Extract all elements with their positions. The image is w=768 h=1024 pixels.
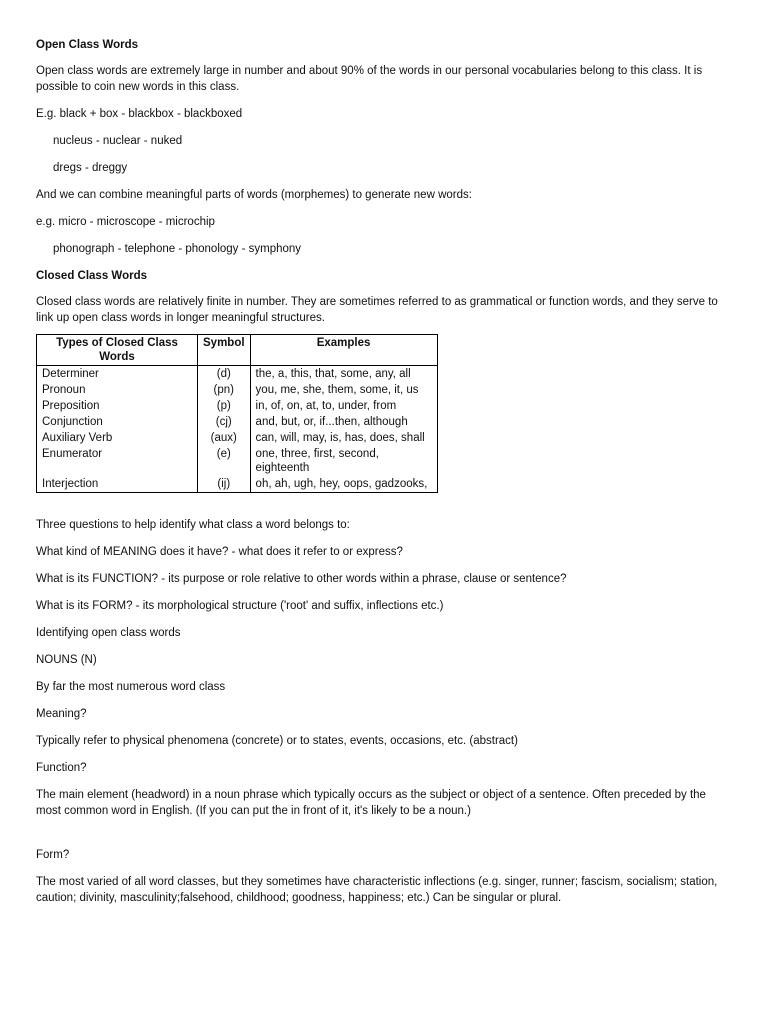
header-symbol: Symbol bbox=[198, 335, 251, 366]
open-class-heading: Open Class Words bbox=[36, 39, 139, 51]
header-type: Types of Closed Class Words bbox=[37, 335, 198, 366]
row-examples: the, a, this, that, some, any, all bbox=[250, 366, 437, 383]
row-symbol: (cj) bbox=[198, 414, 251, 430]
questions-intro: Three questions to help identify what class a word belongs to: bbox=[36, 519, 350, 531]
nouns-function-label: Function? bbox=[36, 762, 87, 774]
table-header-row bbox=[37, 335, 438, 366]
row-type: Conjunction bbox=[37, 414, 198, 430]
row-symbol: (ij) bbox=[198, 476, 251, 493]
row-symbol: (p) bbox=[198, 398, 251, 414]
row-examples: oh, ah, ugh, hey, oops, gadzooks, bbox=[250, 476, 437, 493]
closed-class-table bbox=[36, 334, 438, 493]
nouns-form-text: The most varied of all word classes, but they sometimes have characteristic inflections (e.g. singer, runner; fascism, socialism; station, caution; divinity, masculinity;falsehood, childhood; goodness, happiness; etc.) Can be singular or plural. bbox=[36, 876, 718, 904]
nouns-title: NOUNS (N) bbox=[36, 654, 97, 666]
table-row bbox=[37, 366, 438, 383]
table-row bbox=[37, 430, 438, 446]
question-form: What is its FORM? - its morphological structure ('root' and suffix, inflections etc.) bbox=[36, 600, 444, 612]
nouns-meaning-text: Typically refer to physical phenomena (concrete) or to states, events, occasions, etc. (abstract) bbox=[36, 735, 518, 747]
table-row bbox=[37, 398, 438, 414]
open-class-example-4: e.g. micro - microscope - microchip bbox=[36, 216, 215, 228]
identifying-title: Identifying open class words bbox=[36, 627, 181, 639]
open-class-intro: Open class words are extremely large in number and about 90% of the words in our personal vocabularies belong to this class. It is possible to coin new words in this class. bbox=[36, 65, 703, 93]
row-symbol: (d) bbox=[198, 366, 251, 383]
open-class-combine: And we can combine meaningful parts of words (morphemes) to generate new words: bbox=[36, 189, 472, 201]
row-examples: in, of, on, at, to, under, from bbox=[250, 398, 437, 414]
open-class-example-3: dregs - dreggy bbox=[53, 162, 128, 174]
table-row bbox=[37, 446, 438, 476]
nouns-form-label: Form? bbox=[36, 849, 70, 861]
row-symbol: (aux) bbox=[198, 430, 251, 446]
row-symbol: (e) bbox=[198, 446, 251, 476]
question-meaning: What kind of MEANING does it have? - what does it refer to or express? bbox=[36, 546, 403, 558]
closed-class-heading: Closed Class Words bbox=[36, 270, 147, 282]
table-row bbox=[37, 414, 438, 430]
row-examples: one, three, first, second, eighteenth bbox=[250, 446, 437, 476]
row-type: Interjection bbox=[37, 476, 198, 493]
row-type: Determiner bbox=[37, 366, 198, 383]
row-type: Pronoun bbox=[37, 382, 198, 398]
nouns-meaning-label: Meaning? bbox=[36, 708, 87, 720]
open-class-example-1: E.g. black + box - blackbox - blackboxed bbox=[36, 108, 243, 120]
question-function: What is its FUNCTION? - its purpose or role relative to other words within a phrase, clause or sentence? bbox=[36, 573, 567, 585]
row-examples: you, me, she, them, some, it, us bbox=[250, 382, 437, 398]
row-type: Auxiliary Verb bbox=[37, 430, 198, 446]
header-examples: Examples bbox=[250, 335, 437, 366]
table-row bbox=[37, 382, 438, 398]
row-type: Preposition bbox=[37, 398, 198, 414]
nouns-function-text: The main element (headword) in a noun phrase which typically occurs as the subject or object of a sentence. Often preceded by the most common word in English. (If you can put the in front of it, it's likely to be a noun.) bbox=[36, 789, 706, 817]
row-examples: can, will, may, is, has, does, shall bbox=[250, 430, 437, 446]
table-row bbox=[37, 476, 438, 493]
row-type: Enumerator bbox=[37, 446, 198, 476]
open-class-example-5: phonograph - telephone - phonology - symphony bbox=[53, 243, 302, 255]
nouns-description: By far the most numerous word class bbox=[36, 681, 226, 693]
row-examples: and, but, or, if...then, although bbox=[250, 414, 437, 430]
open-class-example-2: nucleus - nuclear - nuked bbox=[53, 135, 183, 147]
closed-class-intro: Closed class words are relatively finite in number. They are sometimes referred to as grammatical or function words, and they serve to link up open class words in longer meaningful structures. bbox=[36, 296, 718, 324]
row-symbol: (pn) bbox=[198, 382, 251, 398]
